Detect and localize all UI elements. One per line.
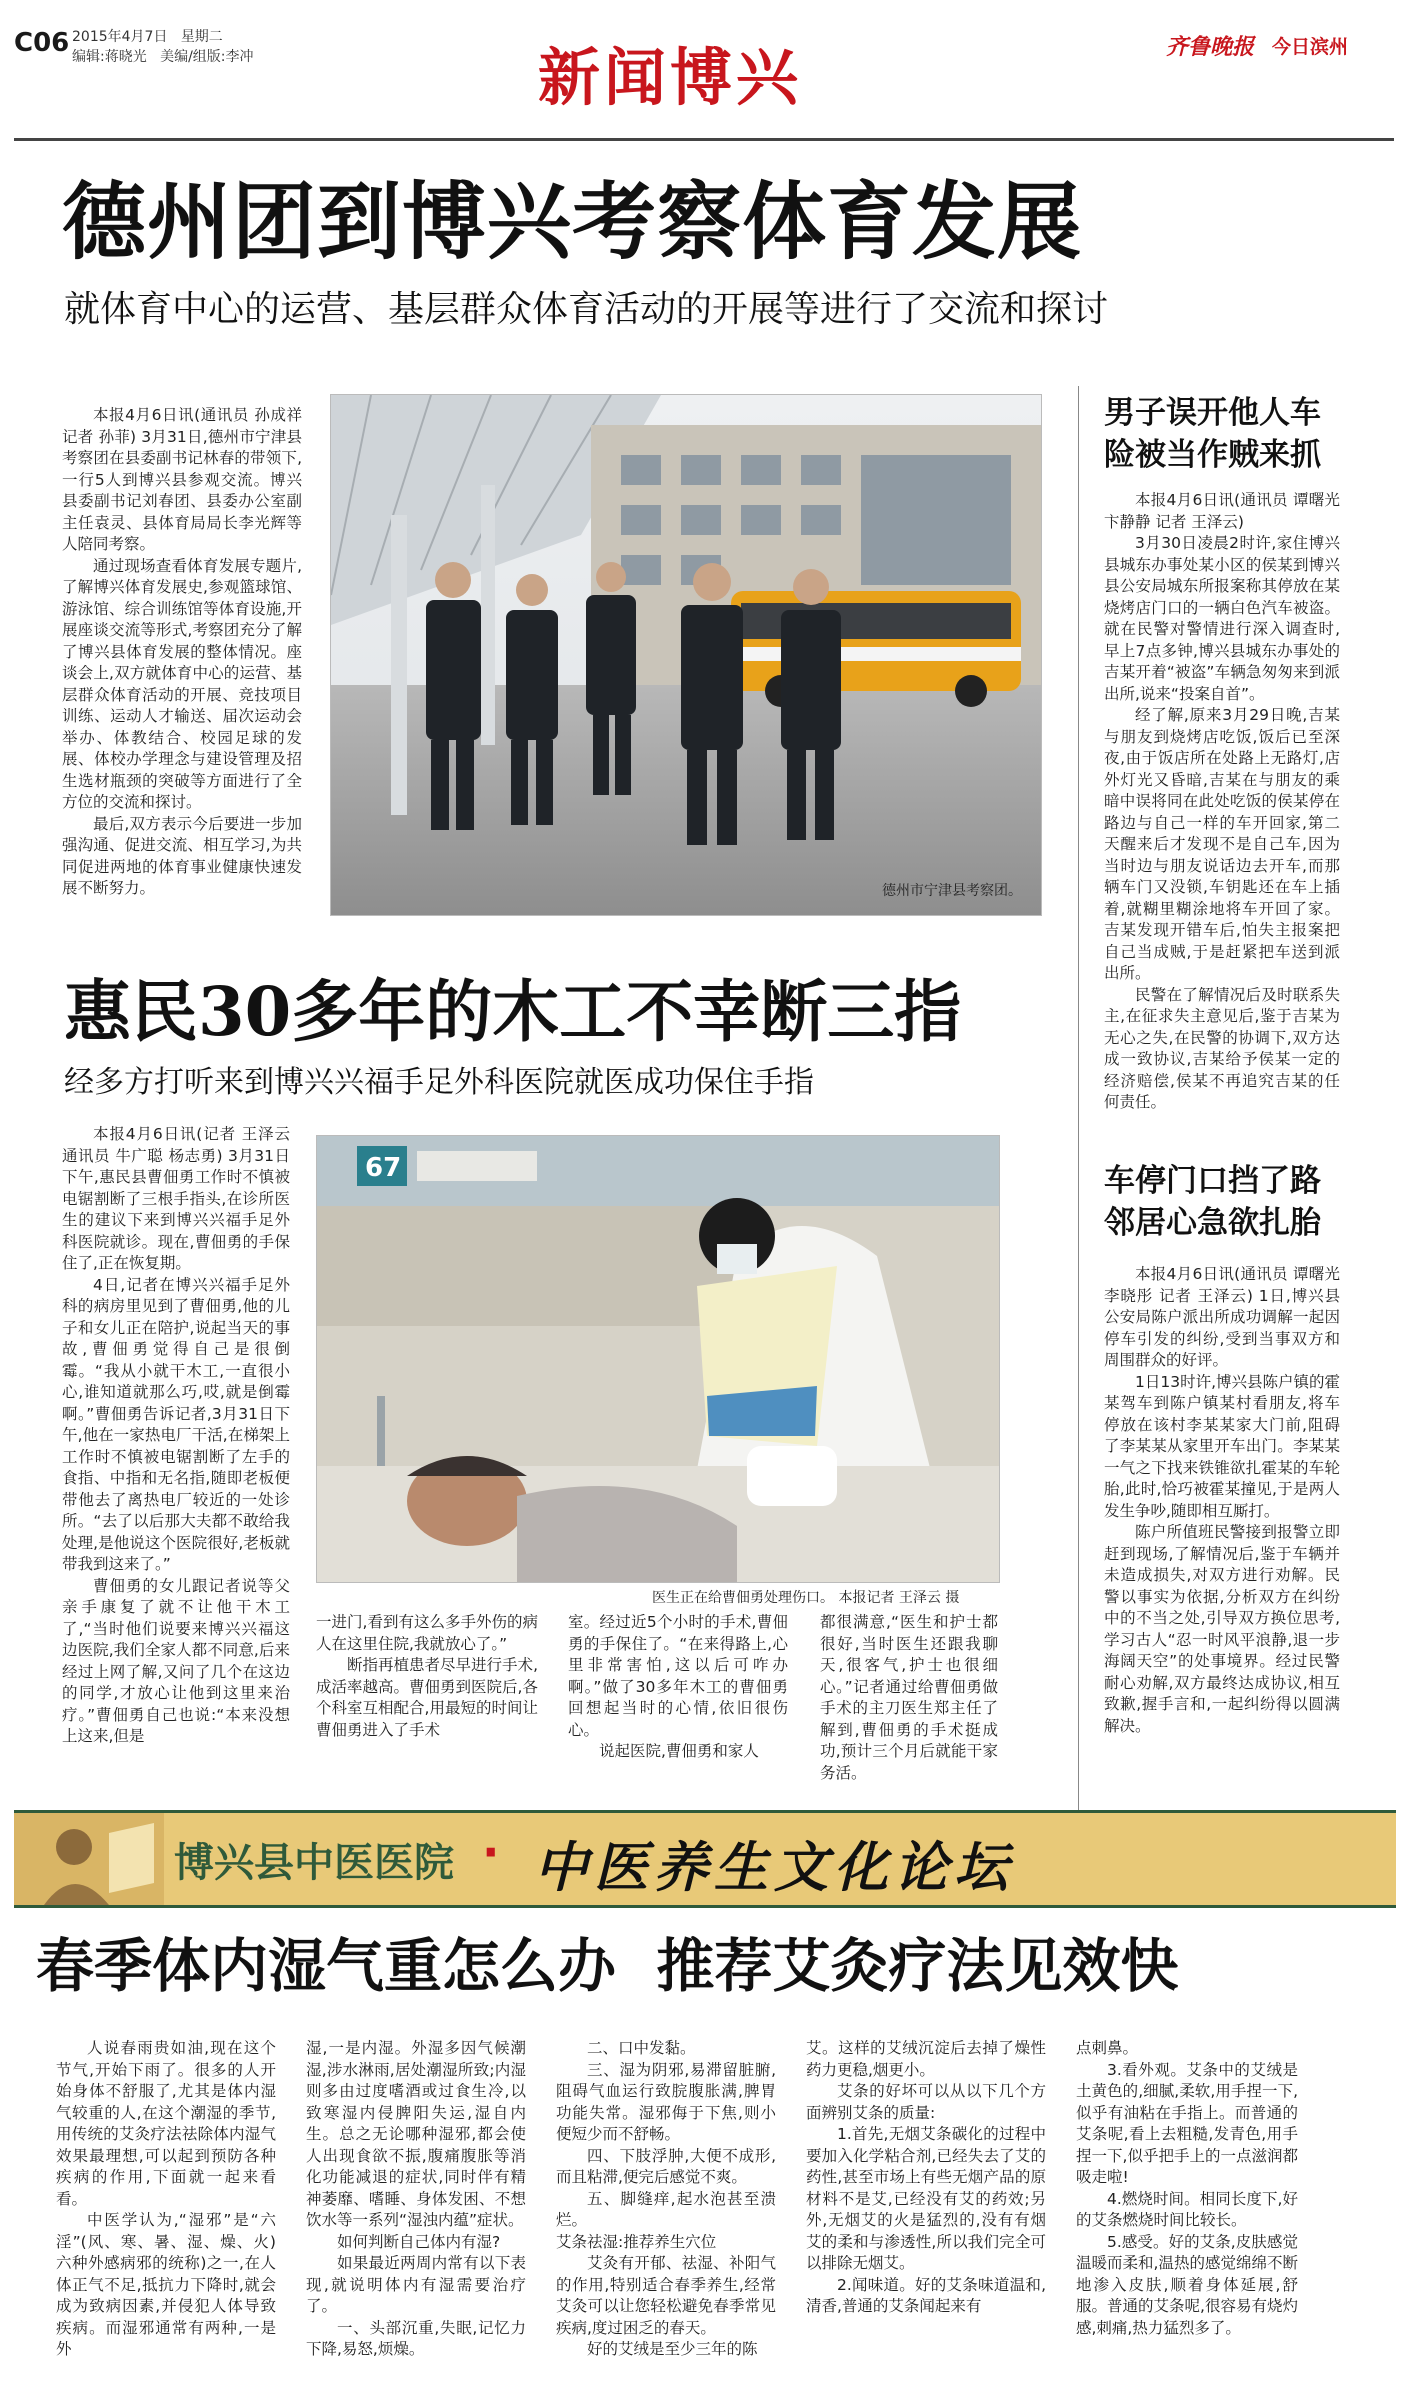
header-date: 2015年4月7日 [72,29,168,45]
article1-photo [330,394,1042,916]
article2-subheadline: 经多方打听来到博兴兴福手足外科医院就医成功保住手指 [64,1065,814,1100]
page-code: C06 [14,28,70,58]
article2-paragraph: 本报4月6日讯(记者 王泽云 通讯员 牛广聪 杨志勇) 3月31日下午,惠民县曹佃勇工作时不慎被电锯割断了三根手指头,在诊所医生的建议下来到博兴兴福手足外科医院就诊。现在,曹佃勇的手保住了,正在恢复期。 [62,1125,290,1272]
side2-headline-line2: 邻居心急欲扎胎 [1104,1205,1321,1241]
banner-bullet: · [482,1825,500,1879]
article3-paragraph: 如果最近两周内常有以下表现,就说明体内有湿需要治疗了。 [306,2254,526,2315]
article2-paragraph: 断指再植患者尽早进行手术,成活率越高。曹佃勇到医院后,各个科室互相配合,用最短的时间让曹佃勇进入了手术 [316,1656,538,1739]
header-date-line [72,26,223,46]
paper-name-logo [1166,30,1254,61]
side1-body [1104,490,1340,1114]
delegation-photo-illustration [331,395,1041,915]
side1-paragraph: 经了解,原来3月29日晚,吉某与朋友到烧烤店吃饭,饭后已至深夜,由于饭店所在处路上无路灯,店外灯光又昏暗,吉某在与朋友的乘暗中误将同在此处吃饭的侯某停在路边与自己一样的车开回家,第二天醒来后才发现不是自己车,因为当时边与朋友说话边去开车,而那辆车门又没锁,车钥匙还在车上插着,就糊里糊涂地将车开回了家。吉某发现开错车后,怕失主报案把自己当成贼,于是赶紧把车送到派出所。 [1104,706,1340,982]
header-editors [72,46,254,66]
article3-paragraph: 3.看外观。艾条中的艾绒是土黄色的,细腻,柔软,用手捏一下,似乎有油粘在手指上。而普通的艾条呢,看上去粗糙,发青色,用手捏一下,似乎把手上的一点滋润都吸走啦! [1076,2060,1298,2186]
article2-paragraph: 4日,记者在博兴兴福手足外科的病房里见到了曹佃勇,他的儿子和女儿正在陪护,说起当天的事故,曹佃勇觉得自己是很倒霉。“我从小就干木工,一直很小心,谁知道就那么巧,哎,就是倒霉啊。”曹佃勇告诉记者,3月31日下午,他在一家热电厂干活,在梯架上工作时不慎被电锯割断了左手的食指、中指和无名指,随即老板便带他去了离热电厂较近的一处诊所。“去了以后那大夫都不敢给我处理,是他说这个医院很好,老板就带我到这来了。” [62,1275,290,1573]
scholar-figure-icon [14,1813,164,1905]
section-title: 新闻博兴 [538,41,803,114]
article2-photo [316,1135,1000,1583]
banner-forum: 中医养生文化论坛 [534,1835,1014,1899]
article1-paragraph: 通过现场查看体育发展专题片,了解博兴体育发展史,参观篮球馆、游泳馆、综合训练馆等体育设施,开展座谈交流等形式,考察团充分了解了博兴县体育发展的整体情况。座谈会上,双方就体育中心的运营、基层群众体育活动的开展、竞技项目训练、运动人才输送、届次运动会举办、体教结合、校园足球的发展、体校办学理念与建设管理及招生选材瓶颈的突破等方面进行了全方位的交流和探讨。 [62,556,302,811]
paper-name: 齐鲁晚报 [1166,34,1255,60]
article3-paragraph: 四、下肢浮肿,大便不成形,而且粘滞,便完后感觉不爽。 [556,2146,776,2186]
article2-photo-caption: 医生正在给曹佃勇处理伤口。 本报记者 王泽云 摄 [652,1590,960,1606]
article3-col2 [306,2038,526,2361]
article3-paragraph: 五、脚缝痒,起水泡甚至溃烂。 [556,2189,776,2229]
hospital-photo-illustration [317,1136,999,1582]
article2-col3 [568,1612,788,1763]
article2-paragraph: 一进门,看到有这么多手外伤的病人在这里住院,我就放心了。” [316,1613,538,1653]
article2-col4 [820,1612,998,1784]
article1-paragraph: 本报4月6日讯(通讯员 孙成祥 记者 孙菲) 3月31日,德州市宁津县考察团在县委副书记林春的带领下,一行5人到博兴县参观交流。博兴县委副书记刘春团、县委办公室副主任袁灵、县体育局局长李光辉等人陪同考察。 [62,406,302,553]
article2-paragraph: 曹佃勇的女儿跟记者说等父亲手康复了就不让他干木工了,“当时他们说要来博兴兴福这边医院,我们全家人都不同意,后来经过上网了解,又问了几个在这边的同学,才放心让他到这里来治疗。”曹佃勇自己也说:“本来没想上这来,但是 [62,1576,290,1745]
side1-paragraph: 本报4月6日讯(通讯员 谭曙光 卞静静 记者 王泽云) [1104,491,1340,531]
side-column-divider [1078,386,1079,1826]
side1-paragraph: 民警在了解情况后及时联系失主,在征求失主意见后,鉴于吉某为无心之失,在民警的协调下,双方达成一致协议,吉某给予侯某一定的经济赔偿,侯某不再追究吉某的任何责任。 [1104,985,1340,1111]
article3-paragraph: 二、口中发黏。 [587,2039,696,2057]
article3-paragraph: 中医学认为,“湿邪”是“六淫”(风、寒、暑、湿、燥、火)六种外感病邪的统称)之一,在人体正气不足,抵抗力下降时,就会成为致病因素,并侵犯人体导致疾病。而湿邪通常有两种,一是外 [56,2211,276,2358]
room-number: 67 [365,1153,402,1183]
article2-col2 [316,1612,538,1741]
article3-paragraph: 湿,一是内湿。外湿多因气候潮湿,涉水淋雨,居处潮湿所致;内湿则多由过度嗜酒或过食生冷,以致寒湿内侵脾阳失运,湿自内生。总之无论哪种湿邪,都会使人出现食欲不振,腹痛腹胀等消化功能减退的症状,同时伴有精神萎靡、嗜睡、身体发困、不想饮水等一系列“湿浊内蕴”症状。 [306,2039,526,2229]
side1-headline [1104,392,1321,476]
header-designer: 美编/组版:李冲 [160,49,254,65]
article1-headline: 德州团到博兴考察体育发展 [62,172,1083,271]
side2-headline [1104,1160,1321,1244]
article3-col3 [556,2038,776,2361]
article1-body [62,405,302,900]
article3-paragraph: 艾。这样的艾绒沉淀后去掉了燥性药力更稳,烟更小。 [806,2039,1046,2079]
article3-paragraph: 艾灸有开郁、祛湿、补阳气的作用,特别适合春季养生,经常艾灸可以让您轻松避免春季常见疾病,度过困乏的春天。 [556,2254,776,2337]
side2-paragraph: 1日13时许,博兴县陈户镇的霍某驾车到陈户镇某村看朋友,将车停放在该村李某某家大门前,阻碍了李某某从家里开车出门。李某某一气之下找来铁锥欲扎霍某的车轮胎,此时,恰巧被霍某撞见,于是两人发生争吵,随即相互厮打。 [1104,1372,1341,1520]
article2-col1 [62,1124,290,1748]
article2-paragraph: 说起医院,曹佃勇和家人 [599,1742,759,1760]
article3-col5 [1076,2038,1298,2339]
header-weekday: 星期二 [180,29,223,45]
side2-body [1104,1264,1340,1737]
side2-headline-line1: 车停门口挡了路 [1104,1163,1321,1199]
article2-headline: 惠民30多年的木工不幸断三指 [64,972,962,1051]
article3-paragraph: 2.闻味道。好的艾条味道温和,清香,普通的艾条闻起来有 [806,2275,1046,2315]
article1-photo-caption: 德州市宁津县考察团。 [882,883,1022,899]
article2-paragraph: 都很满意,“医生和护士都很好,当时医生还跟我聊天,很客气,护士也很细心。”记者通过给曹佃勇做手术的主刀医生郑主任了解到,曹佃勇的手术挺成功,预计三个月后就能干家务活。 [820,1613,998,1782]
article3-paragraph: 人说春雨贵如油,现在这个节气,开始下雨了。很多的人开始身体不舒服了,尤其是体内湿气较重的人,在这个潮湿的季节,用传统的艾灸疗法祛除体内湿气效果最理想,可以起到预防各种疾病的作用,下面就一起来看看。 [56,2039,276,2208]
article3-col4 [806,2038,1046,2318]
article3-subhead: 艾条祛湿:推荐养生穴位 [556,2232,717,2251]
article3-paragraph: 好的艾绒是至少三年的陈 [587,2340,758,2358]
article3-paragraph: 5.感受。好的艾条,皮肤感觉温暖而柔和,温热的感觉绵绵不断地渗入皮肤,顺着身体延展,舒服。普通的艾条呢,很容易有烧灼感,刺痛,热力猛烈多了。 [1076,2232,1298,2337]
side2-paragraph: 本报4月6日讯(通讯员 谭曙光 李晓彤 记者 王泽云) 1日,博兴县公安局陈户派出所成功调解一起因停车引发的纠纷,受到当事双方和周围群众的好评。 [1104,1265,1340,1369]
article3-paragraph: 艾条的好坏可以从以下几个方面辨别艾条的质量: [806,2082,1046,2122]
article3-paragraph: 三、湿为阴邪,易滞留脏腑,阻碍气血运行致脘腹胀满,脾胃功能失常。湿邪侮于下焦,则小便短少而不舒畅。 [556,2060,776,2143]
edition-tag: 今日滨州 [1272,36,1349,58]
side2-paragraph: 陈户所值班民警接到报警立即赶到现场,了解情况后,鉴于车辆并未造成损失,对双方进行劝解。民警以事实为依据,分析双方在纠纷中的不当之处,引导双方换位思考,学习古人“忍一时风平浪静,退一步海阔天空”的处事境界。经过民警耐心劝解,双方最终达成协议,相互致歉,握手言和,一起纠纷得以圆满解决。 [1104,1523,1340,1735]
article2-paragraph: 室。经过近5个小时的手术,曹佃勇的手保住了。“在来得路上,心里非常害怕,这以后可咋办啊。”做了30多年木工的曹佃勇回想起当时的心情,依旧很伤心。 [568,1613,788,1739]
article3-headline: 春季体内湿气重怎么办 推荐艾灸疗法见效快 [36,1932,1179,2000]
side1-paragraph: 3月30日凌晨2时许,家住博兴县城东办事处某小区的侯某到博兴县公安局城东所报案称其停放在某烧烤店门口的一辆白色汽车被盗。就在民警对警情进行深入调查时,早上7点多钟,博兴县城东办事处的吉某开着“被盗”车辆急匆匆来到派出所,说来“投案自首”。 [1104,534,1340,703]
page-header [0,0,1409,140]
article3-paragraph: 一、头部沉重,失眠,记忆力下降,易怒,烦燥。 [306,2318,526,2358]
article1-paragraph: 最后,双方表示今后要进一步加强沟通、促进交流、相互学习,为共同促进两地的体育事业健康快速发展不断努力。 [62,814,302,897]
header-editor: 编辑:蒋晓光 [72,49,147,65]
forum-banner [14,1810,1396,1908]
article1-subheadline: 就体育中心的运营、基层群众体育活动的开展等进行了交流和探讨 [64,289,1109,330]
header-rule [14,138,1394,141]
article3-paragraph: 1.首先,无烟艾条碳化的过程中要加入化学粘合剂,已经失去了艾的药性,甚至市场上有些无烟产品的原材料不是艾,已经没有艾的药效;另外,无烟艾的火是猛烈的,没有有烟艾的柔和与渗透性,所以我们完全可以排除无烟艾。 [806,2125,1046,2272]
banner-hospital: 博兴县中医医院 [174,1840,454,1886]
side1-headline-line2: 险被当作贼来抓 [1104,437,1321,473]
side1-headline-line1: 男子误开他人车 [1104,395,1321,431]
article3-paragraph: 点刺鼻。 [1076,2039,1139,2057]
article3-subhead: 如何判断自己体内有湿? [337,2232,501,2251]
article3-paragraph: 4.燃烧时间。相同长度下,好的艾条燃烧时间比较长。 [1076,2189,1298,2229]
article3-col1 [56,2038,276,2361]
